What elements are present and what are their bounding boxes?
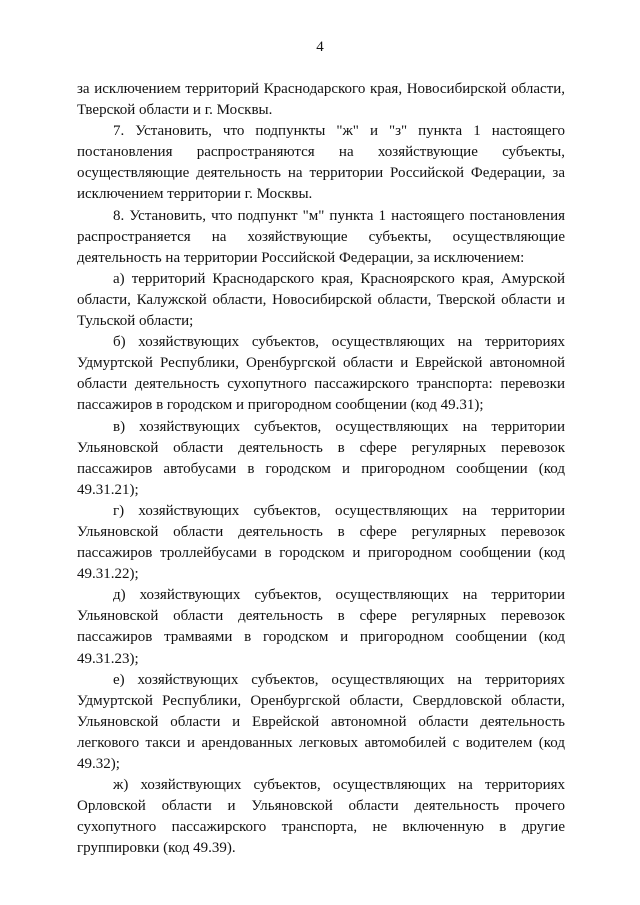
subparagraph-e: е) хозяйствующих субъектов, осуществляющих на территориях Удмуртской Республики, Оренбургской области, Свердловской области, Ульяновской области и Еврейской автономной области деятельность легкового такси и арендованных легковых автомобилей с водителем (код 49.32);: [77, 671, 565, 772]
paragraph-continuation: за исключением территорий Краснодарского края, Новосибирской области, Тверской области и г. Москвы.: [77, 81, 565, 119]
subparagraph-v: в) хозяйствующих субъектов, осуществляющих на территории Ульяновской области деятельность в сфере регулярных перевозок пассажиров автобусами в городском и пригородном сообщении (код 49.31.21);: [77, 418, 565, 498]
page-number: 4: [316, 39, 324, 55]
subparagraph-zh: ж) хозяйствующих субъектов, осуществляющих на территориях Орловской области и Ульяновской области деятельность прочего сухопутного пассажирского транспорта, не включенную в другие группировки (код 49.39).: [77, 777, 565, 857]
subparagraph-a: а) территорий Краснодарского края, Красноярского края, Амурской области, Калужской области, Новосибирской области, Тверской области и Тульской области;: [77, 270, 565, 330]
subparagraph-d: д) хозяйствующих субъектов, осуществляющих на территории Ульяновской области деятельность в сфере регулярных перевозок пассажиров трамваями в городском и пригородном сообщении (код 49.31.23);: [77, 587, 565, 667]
document-body: [77, 79, 565, 859]
paragraph-item-8: 8. Установить, что подпункт "м" пункта 1 настоящего постановления распространяется на хозяйствующие субъекты, осуществляющие деятельность на территории Российской Федерации, за исключением:: [77, 207, 565, 266]
paragraph-item-7: 7. Установить, что подпункты "ж" и "з" пункта 1 настоящего постановления распространяются на хозяйствующие субъекты, осуществляющие деятельность на территории Российской Федерации, за исключением территории г. Москвы.: [77, 123, 565, 203]
subparagraph-g: г) хозяйствующих субъектов, осуществляющих на территории Ульяновской области деятельность в сфере регулярных перевозок пассажиров троллейбусами в городском и пригородном сообщении (код 49.31.22);: [77, 502, 565, 583]
subparagraph-b: б) хозяйствующих субъектов, осуществляющих на территориях Удмуртской Республики, Оренбургской области и Еврейской автономной области деятельность сухопутного пассажирского транспорта: перевозки пассажиров в городском и пригородном сообщении (код 49.31);: [77, 334, 565, 414]
